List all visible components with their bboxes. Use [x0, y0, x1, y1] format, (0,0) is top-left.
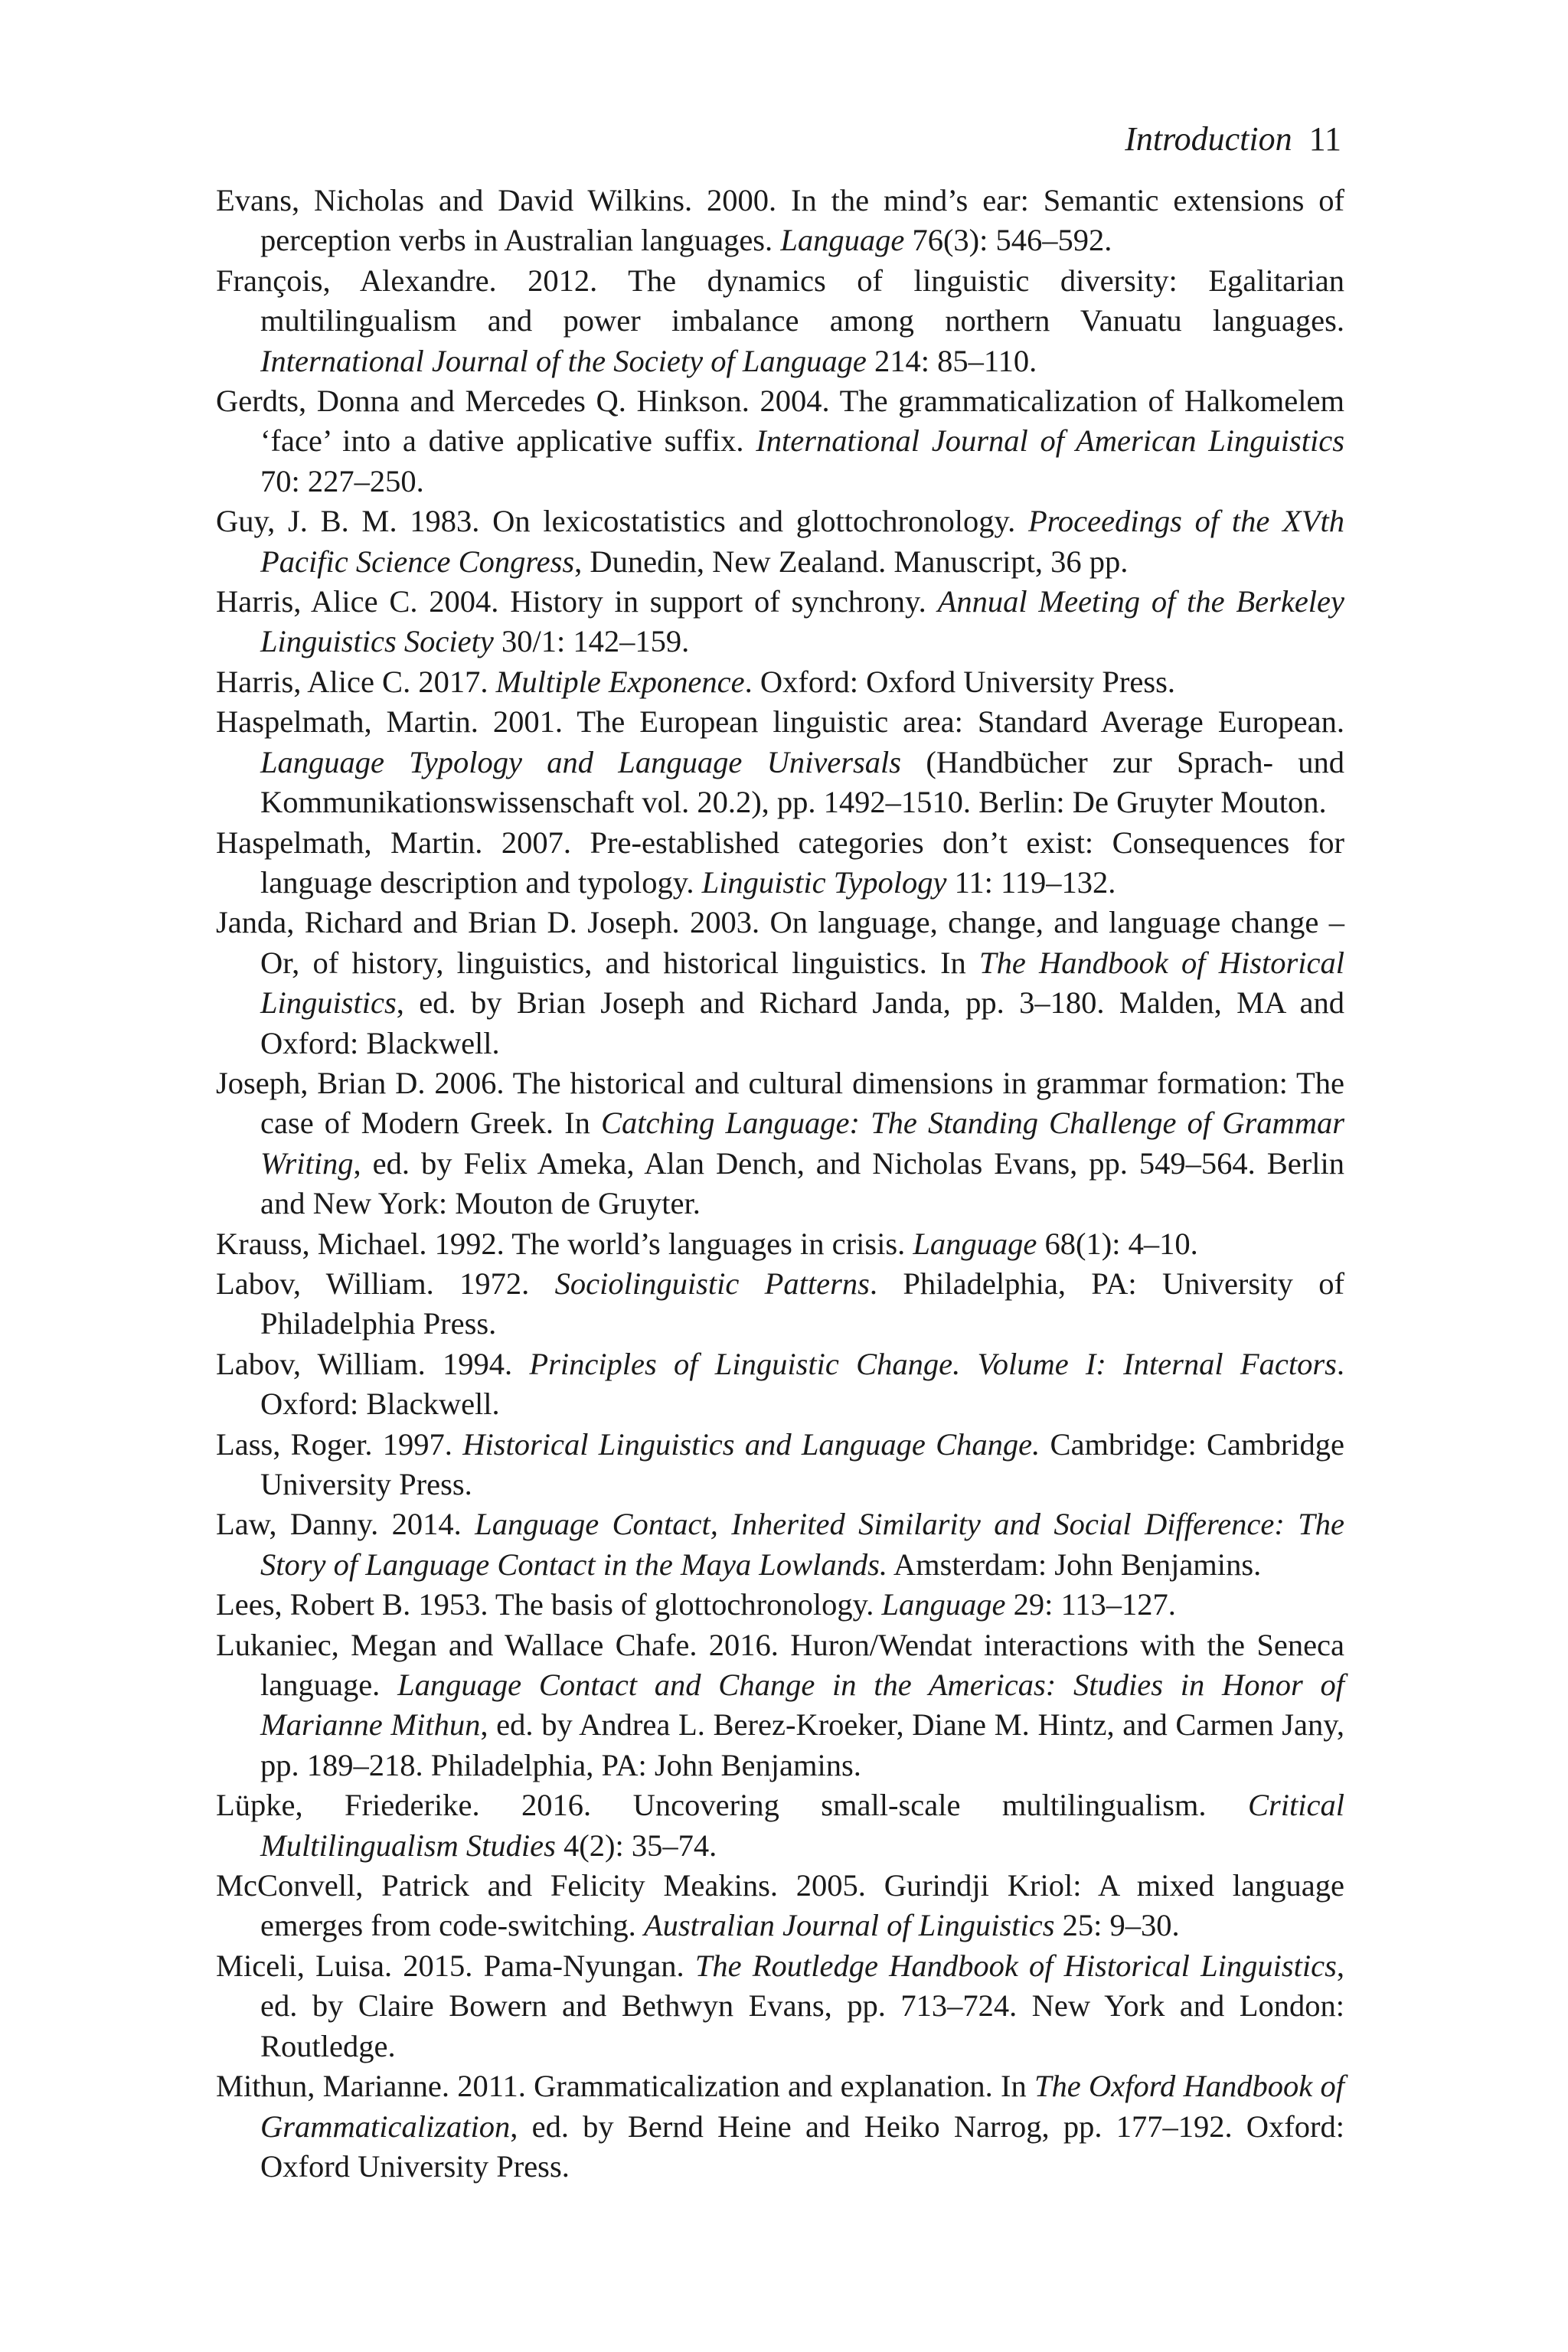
reference-text: Haspelmath, Martin. 2007. Pre-established categories don’t exist: Consequences for language description and typology. — [216, 825, 1344, 900]
running-head-title: Introduction — [1125, 120, 1292, 158]
reference-title-italic: Multiple Exponence — [495, 664, 745, 699]
reference-title-italic: International Journal of the Society of Language — [260, 343, 867, 378]
reference-entry — [216, 1425, 1344, 1505]
reference-text: 76(3): 546–592. — [904, 223, 1112, 258]
reference-title-italic: Linguistic Typology — [701, 864, 947, 900]
reference-text: 11: 119–132. — [946, 864, 1116, 900]
reference-text: François, Alexandre. 2012. The dynamics of linguistic diversity: Egalitarian multilingualism and power imbalance among northern Vanuatu languages. — [216, 263, 1344, 338]
reference-title-italic: Catching Language: The Standing Challenge of Grammar Writing — [260, 1106, 1344, 1181]
reference-title-italic: Historical Linguistics and Language Change. — [462, 1426, 1040, 1462]
reference-entry — [216, 823, 1344, 903]
reference-text: 70: 227–250. — [260, 463, 424, 498]
reference-text: Harris, Alice C. 2017. — [216, 664, 496, 699]
reference-text: Janda, Richard and Brian D. Joseph. 2003. On language, change, and language change – Or, of history, linguistics, and historical linguistics. In — [216, 905, 1344, 980]
reference-title-italic: The Routledge Handbook of Historical Linguistics — [694, 1948, 1337, 1983]
reference-title-italic: Language Contact, Inherited Similarity and Social Difference: The Story of Language Contact in the Maya Lowlands. — [260, 1507, 1344, 1582]
reference-entry — [216, 2066, 1344, 2187]
reference-entry — [216, 1866, 1344, 1946]
reference-entry — [216, 702, 1344, 822]
reference-title-italic: Language — [913, 1226, 1037, 1261]
reference-entry — [216, 1946, 1344, 2066]
reference-text: , ed. by Felix Ameka, Alan Dench, and Nicholas Evans, pp. 549–564. Berlin and New York: Mouton de Gruyter. — [260, 1145, 1344, 1221]
reference-text: Amsterdam: John Benjamins. — [887, 1547, 1262, 1582]
reference-text: Mithun, Marianne. 2011. Grammaticalization and explanation. In — [216, 2069, 1034, 2104]
reference-title-italic: The Oxford Handbook of Grammaticalization — [260, 2069, 1344, 2144]
reference-title-italic: International Journal of American Linguistics — [756, 423, 1344, 459]
reference-entry — [216, 1264, 1344, 1344]
reference-text: Labov, William. 1994. — [216, 1346, 530, 1381]
reference-text: Lüpke, Friederike. 2016. Uncovering small-scale multilingualism. — [216, 1788, 1248, 1823]
reference-title-italic: Language Typology and Language Universals — [260, 744, 902, 779]
reference-text: Lees, Robert B. 1953. The basis of glottochronology. — [216, 1587, 882, 1622]
reference-title-italic: Proceedings of the XVth Pacific Science Congress — [260, 504, 1345, 579]
reference-entry — [216, 1344, 1344, 1425]
reference-title-italic: The Handbook of Historical Linguistics — [260, 945, 1344, 1021]
reference-entry — [216, 903, 1344, 1063]
page-number: 11 — [1308, 120, 1341, 158]
reference-text: Joseph, Brian D. 2006. The historical and cultural dimensions in grammar formation: The case of Modern Greek. In — [216, 1065, 1344, 1141]
reference-text: Evans, Nicholas and David Wilkins. 2000. In the mind’s ear: Semantic extensions of perception verbs in Australian languages. — [216, 183, 1344, 258]
reference-title-italic: Language Contact and Change in the Americas: Studies in Honor of Marianne Mithun — [260, 1668, 1344, 1743]
reference-text: Cambridge: Cambridge University Press. — [260, 1426, 1344, 1501]
reference-text: 4(2): 35–74. — [555, 1828, 717, 1863]
reference-entry — [216, 1585, 1344, 1625]
reference-text: Law, Danny. 2014. — [216, 1507, 475, 1542]
reference-text: , ed. by Brian Joseph and Richard Janda, pp. 3–180. Malden, MA and Oxford: Blackwell. — [260, 985, 1344, 1060]
reference-text: . Oxford: Blackwell. — [260, 1346, 1344, 1422]
reference-entry — [216, 261, 1344, 381]
reference-entry — [216, 181, 1344, 261]
reference-title-italic: Language — [881, 1587, 1006, 1622]
reference-entry — [216, 1785, 1344, 1866]
reference-text: Guy, J. B. M. 1983. On lexicostatistics and glottochronology. — [216, 504, 1028, 539]
reference-text: Haspelmath, Martin. 2001. The European linguistic area: Standard Average European. — [216, 704, 1344, 740]
reference-text: 25: 9–30. — [1054, 1908, 1180, 1943]
reference-title-italic: Sociolinguistic Patterns — [554, 1266, 870, 1301]
reference-entry — [216, 662, 1344, 702]
reference-text: . Philadelphia, PA: University of Philadelphia Press. — [260, 1266, 1344, 1341]
reference-text: , Dunedin, New Zealand. Manuscript, 36 pp. — [574, 544, 1129, 579]
reference-list — [216, 181, 1344, 2187]
reference-text: McConvell, Patrick and Felicity Meakins. 2005. Gurindji Kriol: A mixed language emerges from code-switching. — [216, 1868, 1344, 1943]
reference-text: Gerdts, Donna and Mercedes Q. Hinkson. 2004. The grammaticalization of Halkomelem ‘face’ into a dative applicative suffix. — [216, 384, 1344, 459]
reference-entry — [216, 582, 1344, 662]
reference-text: 214: 85–110. — [866, 343, 1037, 378]
reference-text: . Oxford: Oxford University Press. — [744, 664, 1176, 699]
reference-text: Lass, Roger. 1997. — [216, 1426, 463, 1462]
reference-entry — [216, 1224, 1344, 1264]
reference-text: Miceli, Luisa. 2015. Pama-Nyungan. — [216, 1948, 695, 1983]
reference-text: 29: 113–127. — [1005, 1587, 1176, 1622]
reference-text: 68(1): 4–10. — [1037, 1226, 1198, 1261]
reference-title-italic: Principles of Linguistic Change. Volume I: Internal Factors — [529, 1346, 1337, 1381]
reference-entry — [216, 1504, 1344, 1585]
reference-text: (Handbücher zur Sprach- und Kommunikationswissenschaft vol. 20.2), pp. 1492–1510. Berlin: De Gruyter Mouton. — [260, 744, 1344, 820]
reference-text: Labov, William. 1972. — [216, 1266, 555, 1301]
reference-title-italic: Australian Journal of Linguistics — [643, 1908, 1055, 1943]
reference-text: , ed. by Andrea L. Berez-Kroeker, Diane M. Hintz, and Carmen Jany, pp. 189–218. Philadelphia, PA: John Benjamins. — [260, 1707, 1345, 1782]
reference-title-italic: Annual Meeting of the Berkeley Linguistics Society — [260, 584, 1345, 659]
reference-entry — [216, 501, 1344, 582]
reference-entry — [216, 381, 1344, 501]
reference-text: 30/1: 142–159. — [493, 624, 690, 659]
reference-text: , ed. by Bernd Heine and Heiko Narrog, pp. 177–192. Oxford: Oxford University Press. — [260, 2109, 1344, 2184]
reference-text: Krauss, Michael. 1992. The world’s languages in crisis. — [216, 1226, 913, 1261]
reference-text: , ed. by Claire Bowern and Bethwyn Evans, pp. 713–724. New York and London: Routledge. — [260, 1948, 1344, 2063]
reference-entry — [216, 1625, 1344, 1786]
reference-title-italic: Language — [780, 223, 905, 258]
running-head — [1125, 116, 1341, 162]
reference-text: Harris, Alice C. 2004. History in support of synchrony. — [216, 584, 938, 619]
reference-entry — [216, 1063, 1344, 1224]
reference-title-italic: Critical Multilingualism Studies — [260, 1788, 1344, 1863]
reference-text: Lukaniec, Megan and Wallace Chafe. 2016. Huron/Wendat interactions with the Seneca language. — [216, 1627, 1344, 1703]
